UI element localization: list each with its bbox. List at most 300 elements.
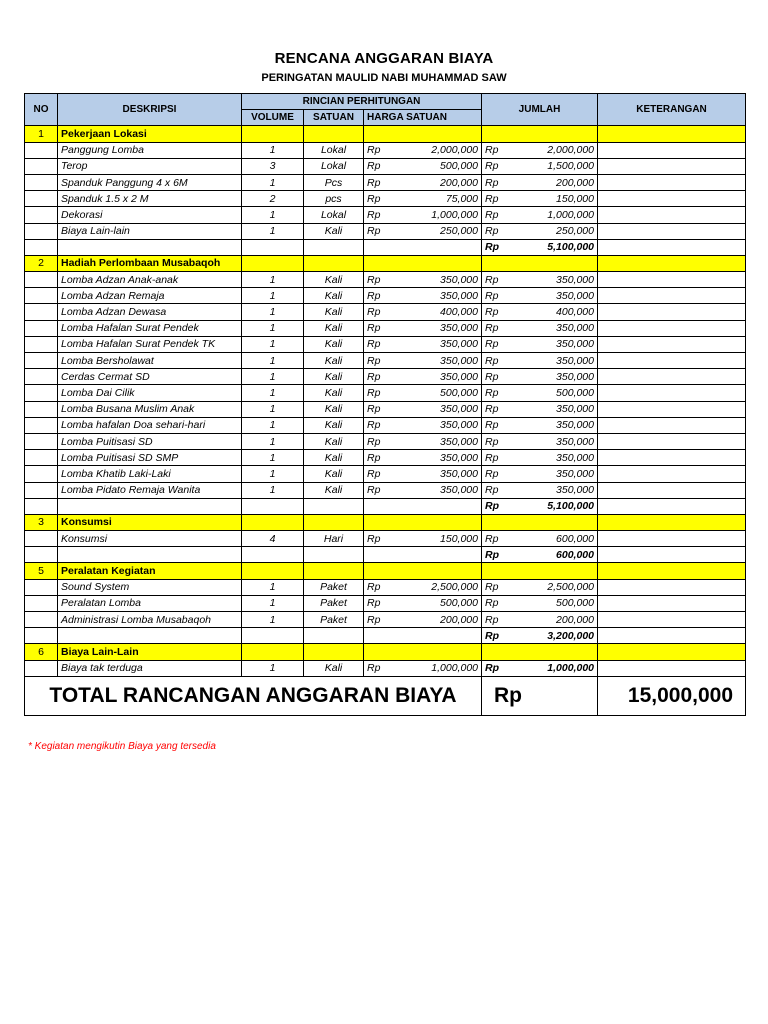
volume-text: 1 [269,435,276,448]
subtotal-row [25,239,746,255]
satuan-text: Kali [324,403,343,416]
section-empty-cell [364,563,482,579]
row-harga-satuan [364,158,482,174]
subtotal-keterangan [598,628,746,644]
currency-label: Rp [367,581,381,594]
row-satuan [304,207,364,223]
section-empty-cell [364,255,482,271]
col-header-deskripsi: DESKRIPSI [58,94,242,126]
row-no-cell [25,288,58,304]
budget-table [24,93,746,716]
description-text: Lomba Busana Muslim Anak [61,403,195,416]
volume-text: 1 [269,581,276,594]
subtotal-row [25,628,746,644]
subtotal-empty-cell [242,547,304,563]
satuan-text: Lokal [320,144,347,157]
row-satuan [304,385,364,401]
col-header-rincian: RINCIAN PERHITUNGAN [242,94,482,110]
jumlah-text: 200,000 [556,613,594,626]
harga-text: 250,000 [440,225,478,238]
row-keterangan [598,353,746,369]
jumlah-text: 350,000 [556,467,594,480]
section-empty-cell [304,255,364,271]
row-keterangan [598,450,746,466]
row-no-cell [25,353,58,369]
description-text: Sound System [61,581,130,594]
harga-text: 350,000 [440,435,478,448]
row-keterangan [598,466,746,482]
volume-text: 1 [269,419,276,432]
row-satuan [304,466,364,482]
harga-text: 350,000 [440,370,478,383]
row-satuan [304,660,364,676]
subtotal-empty-cell [364,547,482,563]
subtotal-empty-cell [304,628,364,644]
row-description [58,660,242,676]
section-row [25,644,746,660]
row-keterangan [598,369,746,385]
subtotal-empty-cell [304,498,364,514]
row-harga-satuan [364,482,482,498]
row-volume [242,660,304,676]
currency-label: Rp [485,662,499,675]
currency-label: Rp [485,435,499,448]
row-keterangan [598,288,746,304]
currency-label: Rp [485,338,499,351]
jumlah-text: 2,500,000 [547,581,594,594]
subtotal-keterangan [598,498,746,514]
jumlah-text: 350,000 [556,370,594,383]
row-harga-satuan [364,417,482,433]
row-jumlah [482,223,598,239]
row-harga-satuan [364,401,482,417]
harga-text: 200,000 [440,613,478,626]
currency-label: Rp [485,160,499,173]
jumlah-text: 500,000 [556,386,594,399]
table-row [25,660,746,676]
description-text: Terop [61,160,88,173]
section-number [25,255,58,271]
row-satuan [304,353,364,369]
row-volume [242,579,304,595]
row-harga-satuan [364,304,482,320]
table-row [25,191,746,207]
row-jumlah [482,304,598,320]
harga-text: 500,000 [440,160,478,173]
row-jumlah [482,417,598,433]
jumlah-text: 150,000 [556,192,594,205]
currency-label: Rp [485,370,499,383]
harga-text: 400,000 [440,306,478,319]
table-row [25,482,746,498]
jumlah-text: 350,000 [556,273,594,286]
row-volume [242,466,304,482]
row-description [58,207,242,223]
row-volume [242,174,304,190]
currency-label: Rp [367,160,381,173]
col-header-volume: VOLUME [242,110,304,126]
header-row-top [25,94,746,110]
row-description [58,304,242,320]
section-empty-cell [242,255,304,271]
satuan-text: Kali [324,386,343,399]
harga-text: 350,000 [440,338,478,351]
currency-label: Rp [367,419,381,432]
row-satuan [304,320,364,336]
row-harga-satuan [364,207,482,223]
satuan-text: Kali [324,451,343,464]
row-no-cell [25,531,58,547]
section-number-text: 1 [38,127,44,140]
section-empty-cell [304,644,364,660]
row-keterangan [598,304,746,320]
row-keterangan [598,174,746,190]
row-volume [242,304,304,320]
subtotal-empty-cell [364,628,482,644]
row-no-cell [25,466,58,482]
row-harga-satuan [364,142,482,158]
row-jumlah [482,612,598,628]
satuan-text: Kali [324,662,343,675]
description-text: Lomba Puitisasi SD SMP [61,451,179,464]
section-empty-cell [482,255,598,271]
jumlah-text: 500,000 [556,597,594,610]
row-jumlah [482,142,598,158]
subtotal-empty-cell [242,498,304,514]
currency-label: Rp [485,500,499,513]
row-no-cell [25,142,58,158]
subtotal-value [482,547,598,563]
row-harga-satuan [364,466,482,482]
row-harga-satuan [364,336,482,352]
subtotal-value [482,239,598,255]
satuan-text: Kali [324,484,343,497]
subtotal-empty-cell [242,239,304,255]
row-description [58,466,242,482]
row-harga-satuan [364,272,482,288]
row-description [58,450,242,466]
row-no-cell [25,223,58,239]
harga-text: 350,000 [440,419,478,432]
subtotal-text: 3,200,000 [547,629,594,642]
jumlah-text: 350,000 [556,338,594,351]
currency-label: Rp [485,484,499,497]
description-text: Lomba Bersholawat [61,354,154,367]
description-text: Biaya Lain-lain [61,225,130,238]
col-header-harga-satuan: HARGA SATUAN [364,110,482,126]
currency-label: Rp [367,208,381,221]
table-row [25,612,746,628]
section-number-text: 5 [38,565,44,578]
row-description [58,531,242,547]
row-no-cell [25,450,58,466]
row-keterangan [598,158,746,174]
table-row [25,158,746,174]
row-no-cell [25,579,58,595]
subtotal-row [25,498,746,514]
satuan-text: Kali [324,322,343,335]
description-text: Konsumsi [61,532,108,545]
description-text: Lomba Hafalan Surat Pendek TK [61,338,216,351]
table-row [25,531,746,547]
section-number-text: 6 [38,645,44,658]
row-satuan [304,401,364,417]
row-harga-satuan [364,174,482,190]
row-harga-satuan [364,385,482,401]
description-text: Lomba Pidato Remaja Wanita [61,484,201,497]
harga-text: 500,000 [440,386,478,399]
section-name-text: Hadiah Perlombaan Musabaqoh [61,257,221,270]
currency-label: Rp [367,192,381,205]
section-number [25,126,58,142]
satuan-text: Paket [320,581,347,594]
table-row [25,272,746,288]
table-row [25,417,746,433]
jumlah-text: 600,000 [556,532,594,545]
jumlah-text: 200,000 [556,176,594,189]
row-satuan [304,142,364,158]
row-volume [242,595,304,611]
col-header-satuan: SATUAN [304,110,364,126]
currency-label: Rp [367,386,381,399]
currency-label: Rp [367,403,381,416]
satuan-text: Kali [324,338,343,351]
row-keterangan [598,401,746,417]
subtotal-empty-cell [364,498,482,514]
document-title: RENCANA ANGGARAN BIAYA [274,50,494,67]
currency-label: Rp [367,144,381,157]
row-no-cell [25,174,58,190]
jumlah-text: 350,000 [556,289,594,302]
satuan-text: Kali [324,419,343,432]
row-no-cell [25,207,58,223]
row-description [58,417,242,433]
row-volume [242,191,304,207]
row-harga-satuan [364,579,482,595]
description-text: Spanduk 1.5 x 2 M [61,192,149,205]
row-description [58,223,242,239]
row-volume [242,142,304,158]
section-name-text: Pekerjaan Lokasi [61,127,147,140]
currency-label: Rp [485,403,499,416]
currency-label: Rp [485,467,499,480]
row-harga-satuan [364,191,482,207]
volume-text: 1 [269,662,276,675]
row-harga-satuan [364,223,482,239]
description-text: Lomba Hafalan Surat Pendek [61,322,199,335]
row-keterangan [598,320,746,336]
total-value: 15,000,000 [598,676,746,715]
harga-text: 350,000 [440,289,478,302]
volume-text: 3 [269,160,276,173]
row-satuan [304,612,364,628]
harga-text: 200,000 [440,176,478,189]
section-empty-cell [482,644,598,660]
section-row [25,514,746,530]
row-keterangan [598,482,746,498]
row-jumlah [482,369,598,385]
row-description [58,174,242,190]
description-text: Spanduk Panggung 4 x 6M [61,176,188,189]
satuan-text: Kali [324,306,343,319]
row-no-cell [25,272,58,288]
section-empty-cell [304,126,364,142]
section-empty-cell [242,644,304,660]
currency-label: Rp [485,354,499,367]
table-row [25,466,746,482]
row-volume [242,288,304,304]
description-text: Biaya tak terduga [61,662,143,675]
row-satuan [304,369,364,385]
volume-text: 4 [269,532,276,545]
currency-label: Rp [485,273,499,286]
row-description [58,288,242,304]
row-keterangan [598,385,746,401]
satuan-text: Kali [324,289,343,302]
row-volume [242,612,304,628]
satuan-text: Paket [320,613,347,626]
currency-label: Rp [367,176,381,189]
row-volume [242,433,304,449]
row-volume [242,223,304,239]
row-no-cell [25,417,58,433]
row-jumlah [482,353,598,369]
section-empty-cell [598,514,746,530]
row-jumlah [482,320,598,336]
row-harga-satuan [364,531,482,547]
currency-label: Rp [367,613,381,626]
satuan-text: Pcs [324,176,343,189]
row-description [58,482,242,498]
total-currency: Rp [482,676,598,715]
table-row [25,336,746,352]
volume-text: 1 [269,144,276,157]
row-keterangan [598,142,746,158]
table-row [25,223,746,239]
harga-text: 150,000 [440,532,478,545]
currency-label: Rp [485,208,499,221]
description-text: Lomba Adzan Anak-anak [61,273,179,286]
row-satuan [304,288,364,304]
volume-text: 1 [269,597,276,610]
volume-text: 1 [269,484,276,497]
row-description [58,369,242,385]
harga-text: 2,500,000 [431,581,478,594]
subtotal-text: 5,100,000 [547,241,594,254]
satuan-text: Kali [324,273,343,286]
row-harga-satuan [364,288,482,304]
row-keterangan [598,579,746,595]
row-description [58,272,242,288]
volume-text: 1 [269,225,276,238]
row-jumlah [482,482,598,498]
subtotal-empty-cell [25,239,58,255]
row-keterangan [598,531,746,547]
section-empty-cell [364,126,482,142]
jumlah-text: 2,000,000 [547,144,594,157]
row-volume [242,417,304,433]
harga-text: 500,000 [440,597,478,610]
total-row [25,676,746,715]
subtotal-keterangan [598,547,746,563]
row-description [58,353,242,369]
col-header-keterangan: KETERANGAN [598,94,746,126]
section-empty-cell [598,563,746,579]
subtotal-text: 600,000 [556,548,594,561]
jumlah-text: 1,500,000 [547,160,594,173]
description-text: Lomba Puitisasi SD [61,435,153,448]
currency-label: Rp [367,370,381,383]
description-text: Lomba Adzan Remaja [61,289,165,302]
jumlah-text: 350,000 [556,403,594,416]
jumlah-text: 350,000 [556,419,594,432]
row-volume [242,401,304,417]
table-row [25,595,746,611]
section-empty-cell [598,255,746,271]
table-row [25,369,746,385]
row-jumlah [482,433,598,449]
row-harga-satuan [364,450,482,466]
section-empty-cell [598,644,746,660]
row-satuan [304,272,364,288]
harga-text: 1,000,000 [431,208,478,221]
row-volume [242,385,304,401]
row-description [58,401,242,417]
section-empty-cell [482,514,598,530]
satuan-text: pcs [325,192,342,205]
row-no-cell [25,191,58,207]
row-jumlah [482,466,598,482]
row-volume [242,482,304,498]
row-satuan [304,417,364,433]
description-text: Lomba hafalan Doa sehari-hari [61,419,206,432]
section-number [25,563,58,579]
row-no-cell [25,612,58,628]
jumlah-text: 350,000 [556,435,594,448]
row-description [58,612,242,628]
table-row [25,385,746,401]
description-text: Lomba Khatib Laki-Laki [61,467,171,480]
footnote: * Kegiatan mengikutin Biaya yang tersedia [28,741,216,752]
volume-text: 2 [269,192,276,205]
row-no-cell [25,482,58,498]
volume-text: 1 [269,370,276,383]
row-volume [242,353,304,369]
row-satuan [304,531,364,547]
row-description [58,579,242,595]
subtotal-empty-cell [25,628,58,644]
table-row [25,288,746,304]
section-empty-cell [304,563,364,579]
row-satuan [304,482,364,498]
volume-text: 1 [269,467,276,480]
jumlah-text: 250,000 [556,225,594,238]
row-description [58,336,242,352]
satuan-text: Kali [324,354,343,367]
row-no-cell [25,320,58,336]
table-row [25,174,746,190]
volume-text: 1 [269,451,276,464]
currency-label: Rp [367,338,381,351]
jumlah-text: 350,000 [556,354,594,367]
row-jumlah [482,595,598,611]
currency-label: Rp [485,548,499,561]
harga-text: 350,000 [440,467,478,480]
row-volume [242,450,304,466]
satuan-text: Lokal [320,160,347,173]
row-jumlah [482,385,598,401]
section-name [58,255,242,271]
